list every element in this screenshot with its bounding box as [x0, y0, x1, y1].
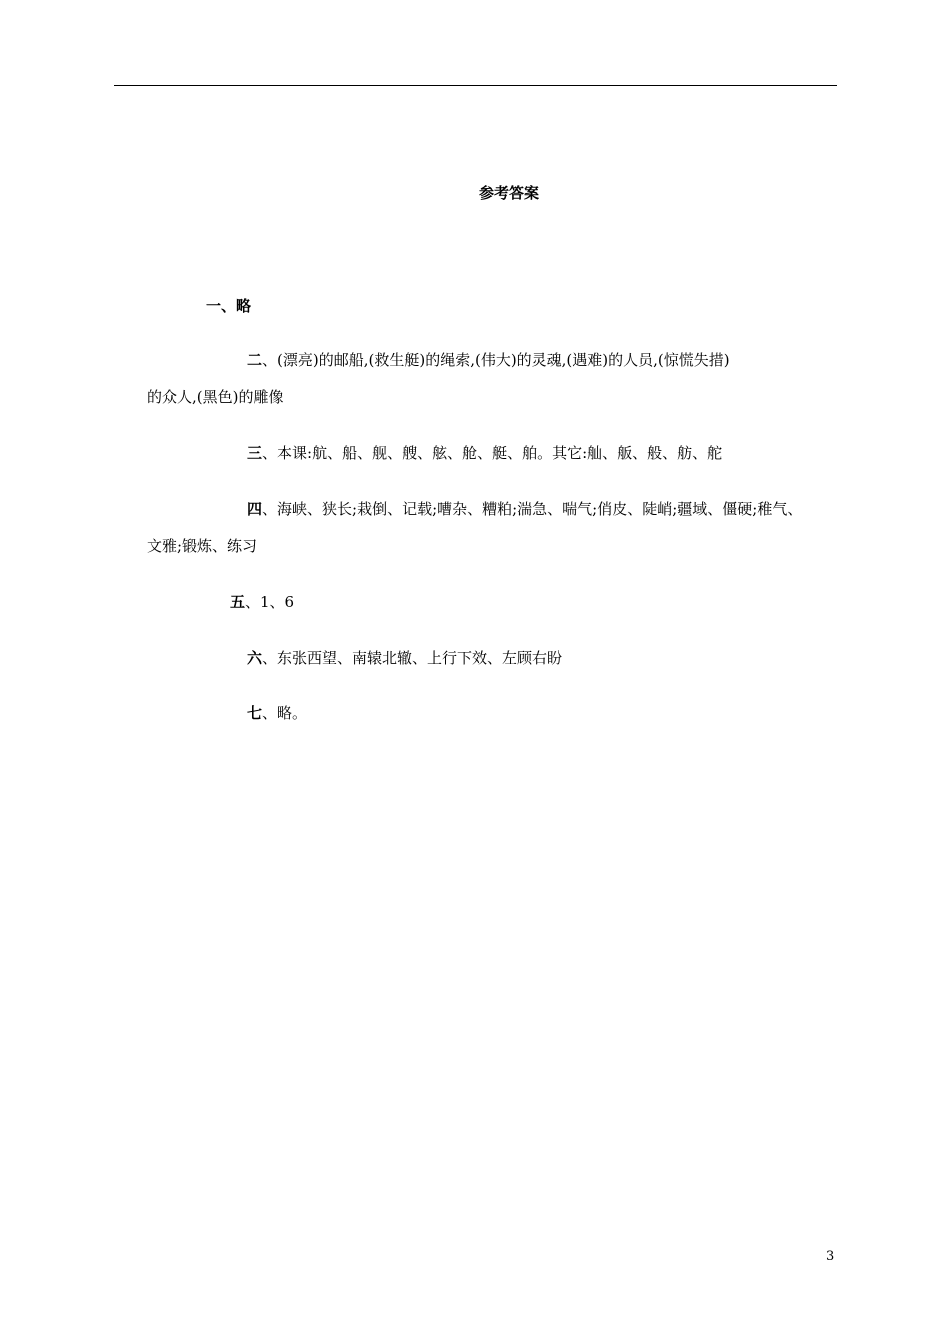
answer-6-text: 、东张西望、南辕北辙、上行下效、左顾右盼 [262, 649, 563, 667]
answer-1-number: 一、 [206, 297, 237, 315]
answer-7-text: 、略。 [262, 704, 308, 722]
answer-3 [247, 443, 722, 463]
answer-4-number: 四 [247, 500, 263, 518]
answer-4-line-2 [147, 536, 257, 556]
answer-7-number: 七 [247, 704, 263, 722]
answer-2-text-1: 、(漂亮)的邮船,(救生艇)的绳索,(伟大)的灵魂,(遇难)的人员,(惊慌失措) [262, 351, 730, 369]
answer-2-line-2 [147, 387, 283, 407]
answer-4-text-2: 文雅;锻炼、练习 [147, 537, 258, 555]
answer-3-text: 、本课:航、船、舰、艘、舷、舱、艇、舶。其它:舢、舨、般、舫、舵 [262, 444, 723, 462]
answer-3-number: 三 [247, 444, 263, 462]
answer-1 [206, 296, 251, 316]
answer-6-number: 六 [247, 649, 263, 667]
page-number: 3 [826, 1249, 835, 1264]
answer-2-line-1 [247, 350, 730, 370]
answer-5-text: 、1、6 [245, 593, 295, 611]
header-rule [114, 85, 837, 86]
document-title: 参考答案 [478, 184, 539, 202]
answer-4-text-1: 、海峡、狭长;栽倒、记载;嘈杂、糟粕;湍急、喘气;俏皮、陡峭;疆域、僵硬;稚气、 [262, 500, 803, 518]
answer-2-number: 二 [247, 351, 263, 369]
answer-4-line-1 [247, 499, 802, 519]
answer-5-number: 五 [230, 593, 246, 611]
answer-5 [230, 592, 294, 612]
answer-7 [247, 703, 307, 723]
answer-6 [247, 648, 562, 668]
answer-1-text: 略 [236, 297, 252, 315]
answer-2-text-2: 的众人,(黑色)的雕像 [147, 388, 284, 406]
